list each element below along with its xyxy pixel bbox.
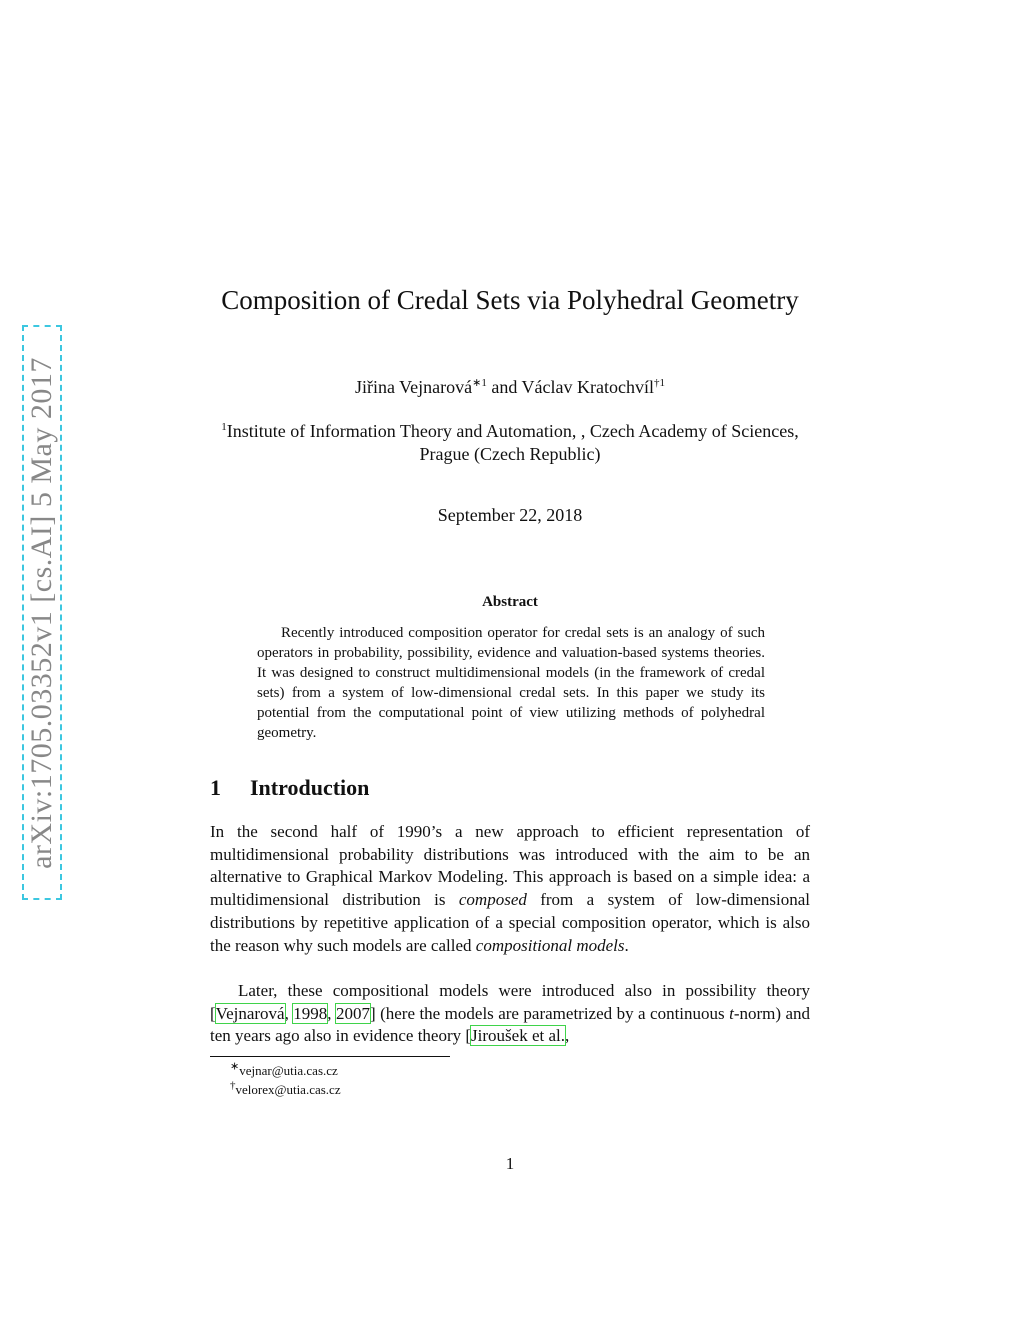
affiliation-mark: 1 bbox=[221, 421, 227, 433]
affiliation bbox=[210, 420, 810, 466]
citation-link-2007[interactable]: 2007 bbox=[336, 1003, 370, 1023]
citation-link-jirousek[interactable]: Jiroušek et al. bbox=[471, 1026, 565, 1046]
p1-emphasis-composed: composed bbox=[458, 890, 527, 910]
authors-line bbox=[210, 377, 810, 398]
citation-link-1998[interactable]: 1998 bbox=[293, 1003, 328, 1023]
page-number: 1 bbox=[505, 1154, 515, 1173]
abstract-text: Recently introduced composition operator for credal sets is an analogy of such operators in probability, possibility, evidence and valuation-based systems theories. It was designed to construct multidimensional models (in the framework of credal sets) from a system of low-dimensional credal sets. In this paper we study its potential from the computational point of view utilizing methods of polyhedral geometry. bbox=[257, 625, 765, 741]
author-2-marks: †1 bbox=[653, 377, 665, 389]
author-connector: and bbox=[486, 377, 522, 397]
footnote-rule bbox=[210, 1056, 450, 1057]
section-title: Introduction bbox=[250, 775, 370, 800]
intro-paragraph-1 bbox=[210, 821, 810, 957]
abstract-heading: Abstract bbox=[482, 594, 538, 610]
author-1: Jiřina Vejnarová bbox=[355, 377, 473, 397]
p2-text-d: , bbox=[565, 1026, 570, 1046]
author-2: Václav Kratochvíl bbox=[521, 377, 654, 397]
p2-text-a: Later, these compositional models were introduced also in possibility theory [ bbox=[210, 981, 810, 1023]
arxiv-stamp-link[interactable] bbox=[22, 325, 62, 900]
p2-text-b: ] (here the models are parametrized by a continuous bbox=[370, 1003, 730, 1023]
intro-paragraph-2 bbox=[210, 980, 810, 1048]
p2-text-c: -norm) and ten years ago also in evidence theory [ bbox=[210, 1003, 811, 1046]
paper-title: Composition of Credal Sets via Polyhedral Geometry bbox=[221, 285, 799, 315]
section-number: 1 bbox=[210, 775, 221, 800]
p1-emphasis-compositional-models: compositional models bbox=[475, 935, 625, 955]
p1-text-b: from a system of low-dimensional distributions by repetitive application of a special composition operator, which is also the reason why such models are called bbox=[210, 890, 810, 955]
p1-text-c: . bbox=[624, 935, 629, 955]
p2-emphasis-t: t bbox=[729, 1003, 734, 1023]
section-heading bbox=[210, 775, 369, 801]
footnote-2 bbox=[230, 1079, 341, 1098]
p2-sep-2: , bbox=[327, 1003, 336, 1023]
citation-link-vejnarova[interactable]: Vejnarová bbox=[215, 1003, 285, 1023]
footnote-1-text: vejnar@utia.cas.cz bbox=[239, 1063, 338, 1078]
footnote-1 bbox=[230, 1060, 338, 1079]
p1-text-a: In the second half of 1990’s a new approach to efficient representation of multidimensional probability distributions was introduced with the aim to be an alternative to Graphical Markov Modeling. This approach is based on a simple idea: a multidimensional distribution is bbox=[210, 822, 810, 910]
arxiv-id: arXiv:1705.03352v1 [cs.AI] 5 May 2017 bbox=[25, 356, 58, 869]
author-1-marks: ∗1 bbox=[472, 377, 487, 389]
footnote-2-mark: † bbox=[230, 1079, 236, 1092]
p2-sep-1: , bbox=[284, 1003, 294, 1023]
footnote-2-text: velorex@utia.cas.cz bbox=[235, 1082, 341, 1097]
footnote-1-mark: ∗ bbox=[230, 1060, 240, 1073]
paper-date: September 22, 2018 bbox=[437, 505, 583, 525]
affiliation-text: Institute of Information Theory and Automation, , Czech Academy of Sciences, Prague (Czech Republic) bbox=[226, 421, 799, 464]
